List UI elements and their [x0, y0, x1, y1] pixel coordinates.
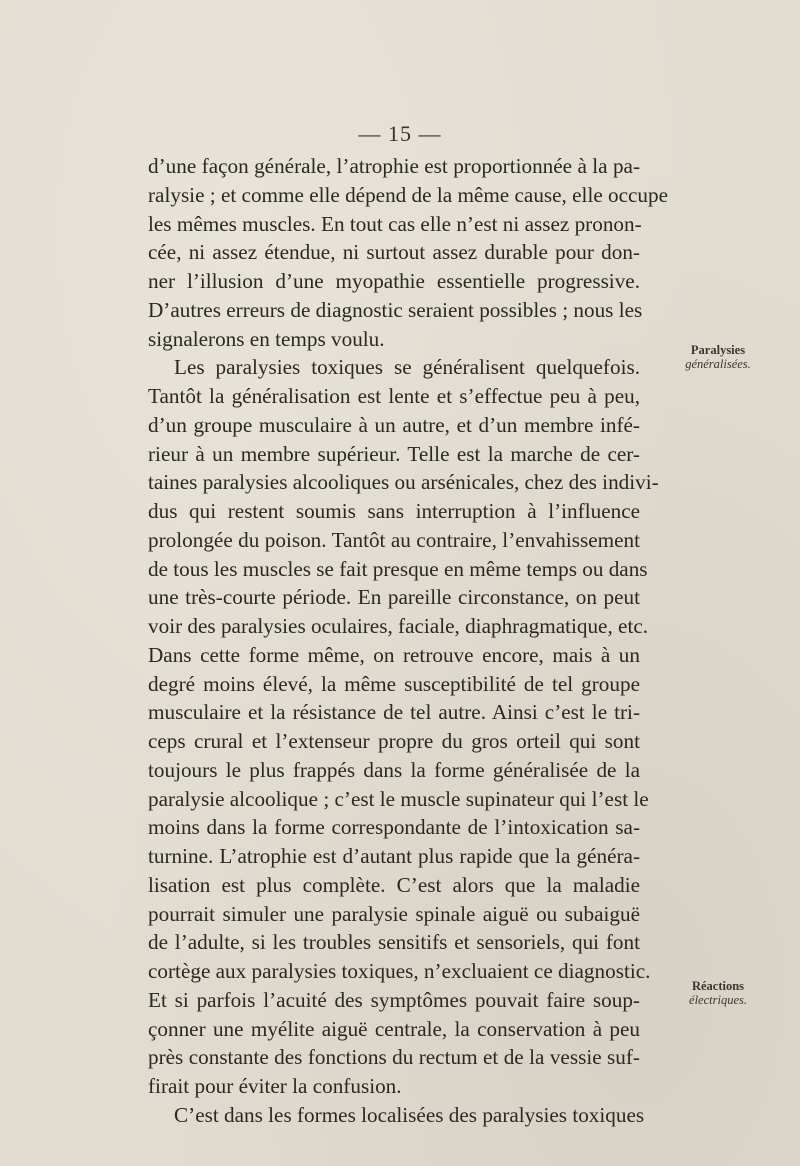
text-line: les mêmes muscles. En tout cas elle n’est ni assez pronon- — [148, 211, 642, 236]
text-line: toujours le plus frappés dans la forme généralisée de la — [148, 757, 640, 782]
text-line: paralysie alcoolique ; c’est le muscle supinateur qui l’est le — [148, 786, 649, 811]
text-line: de tous les muscles se fait presque en même temps ou dans — [148, 556, 648, 581]
text-line: d’une façon générale, l’atrophie est proportionnée à la pa- — [148, 154, 640, 178]
text-line: çonner une myélite aiguë centrale, la conservation à peu — [148, 1016, 640, 1041]
paragraph-start-line: Les paralysies toxiques se généralisent quelquefois. — [174, 355, 640, 380]
text-line: Dans cette forme même, on retrouve encore, mais à un — [148, 642, 640, 667]
text-line: une très-courte période. En pareille circonstance, on peut — [148, 585, 640, 610]
margin-note-paralysies-generalisees — [668, 343, 768, 371]
margin-note-line: généralisées. — [685, 357, 751, 371]
text-line: près constante des fonctions du rectum et de la vessie suf- — [148, 1045, 640, 1070]
margin-note-line: Paralysies — [690, 343, 746, 357]
text-line: rieur à un membre supérieur. Telle est la marche de cer- — [148, 441, 640, 466]
text-line: prolongée du poison. Tantôt au contraire, l’envahissement — [148, 527, 640, 552]
text-line: firait pour éviter la confusion. — [148, 1074, 402, 1098]
margin-note-line: électriques. — [689, 993, 747, 1007]
text-line: D’autres erreurs de diagnostic seraient possibles ; nous les — [148, 297, 643, 322]
text-line: turnine. L’atrophie est d’autant plus rapide que la généra- — [148, 844, 640, 868]
page-number: — 15 — — [358, 121, 442, 146]
margin-note-reactions-electriques — [668, 979, 768, 1007]
text-line: cortège aux paralysies toxiques, n’excluaient ce diagnostic. — [148, 959, 651, 983]
text-line: lisation est plus complète. C’est alors que la maladie — [148, 872, 640, 897]
text-line: moins dans la forme correspondante de l’intoxication sa- — [148, 815, 640, 840]
text-line: musculaire et la résistance de tel autre. Ainsi c’est le tri- — [148, 700, 640, 725]
text-line: d’un groupe musculaire à un autre, et d’un membre infé- — [148, 412, 640, 437]
text-line: ner l’illusion d’une myopathie essentielle progressive. — [148, 269, 640, 293]
text-line: dus qui restent soumis sans interruption à l’influence — [148, 499, 640, 523]
text-line: signalerons en temps voulu. — [148, 326, 385, 351]
margin-note-line: Réactions — [691, 979, 745, 993]
text-line: voir des paralysies oculaires, faciale, diaphragmatique, etc. — [148, 614, 649, 638]
text-line: degré moins élevé, la même susceptibilité de tel groupe — [148, 671, 640, 696]
text-line: Tantôt la généralisation est lente et s’effectue peu à peu, — [148, 384, 640, 408]
text-line: ceps crural et l’extenseur propre du gros orteil qui sont — [148, 729, 640, 753]
text-line: pourrait simuler une paralysie spinale aiguë ou subaiguë — [148, 901, 640, 926]
text-line: ralysie ; et comme elle dépend de la même cause, elle occupe — [148, 182, 669, 207]
text-line: Et si parfois l’acuité des symptômes pouvait faire soup- — [148, 987, 640, 1012]
text-line: taines paralysies alcooliques ou arsénicales, chez des indivi- — [148, 470, 659, 495]
paragraph-start-line: C’est dans les formes localisées des paralysies toxiques — [174, 1102, 645, 1127]
body-text — [148, 152, 669, 1130]
text-line: cée, ni assez étendue, ni surtout assez durable pour don- — [148, 240, 640, 265]
text-line: de l’adulte, si les troubles sensitifs et sensoriels, qui font — [148, 930, 640, 955]
